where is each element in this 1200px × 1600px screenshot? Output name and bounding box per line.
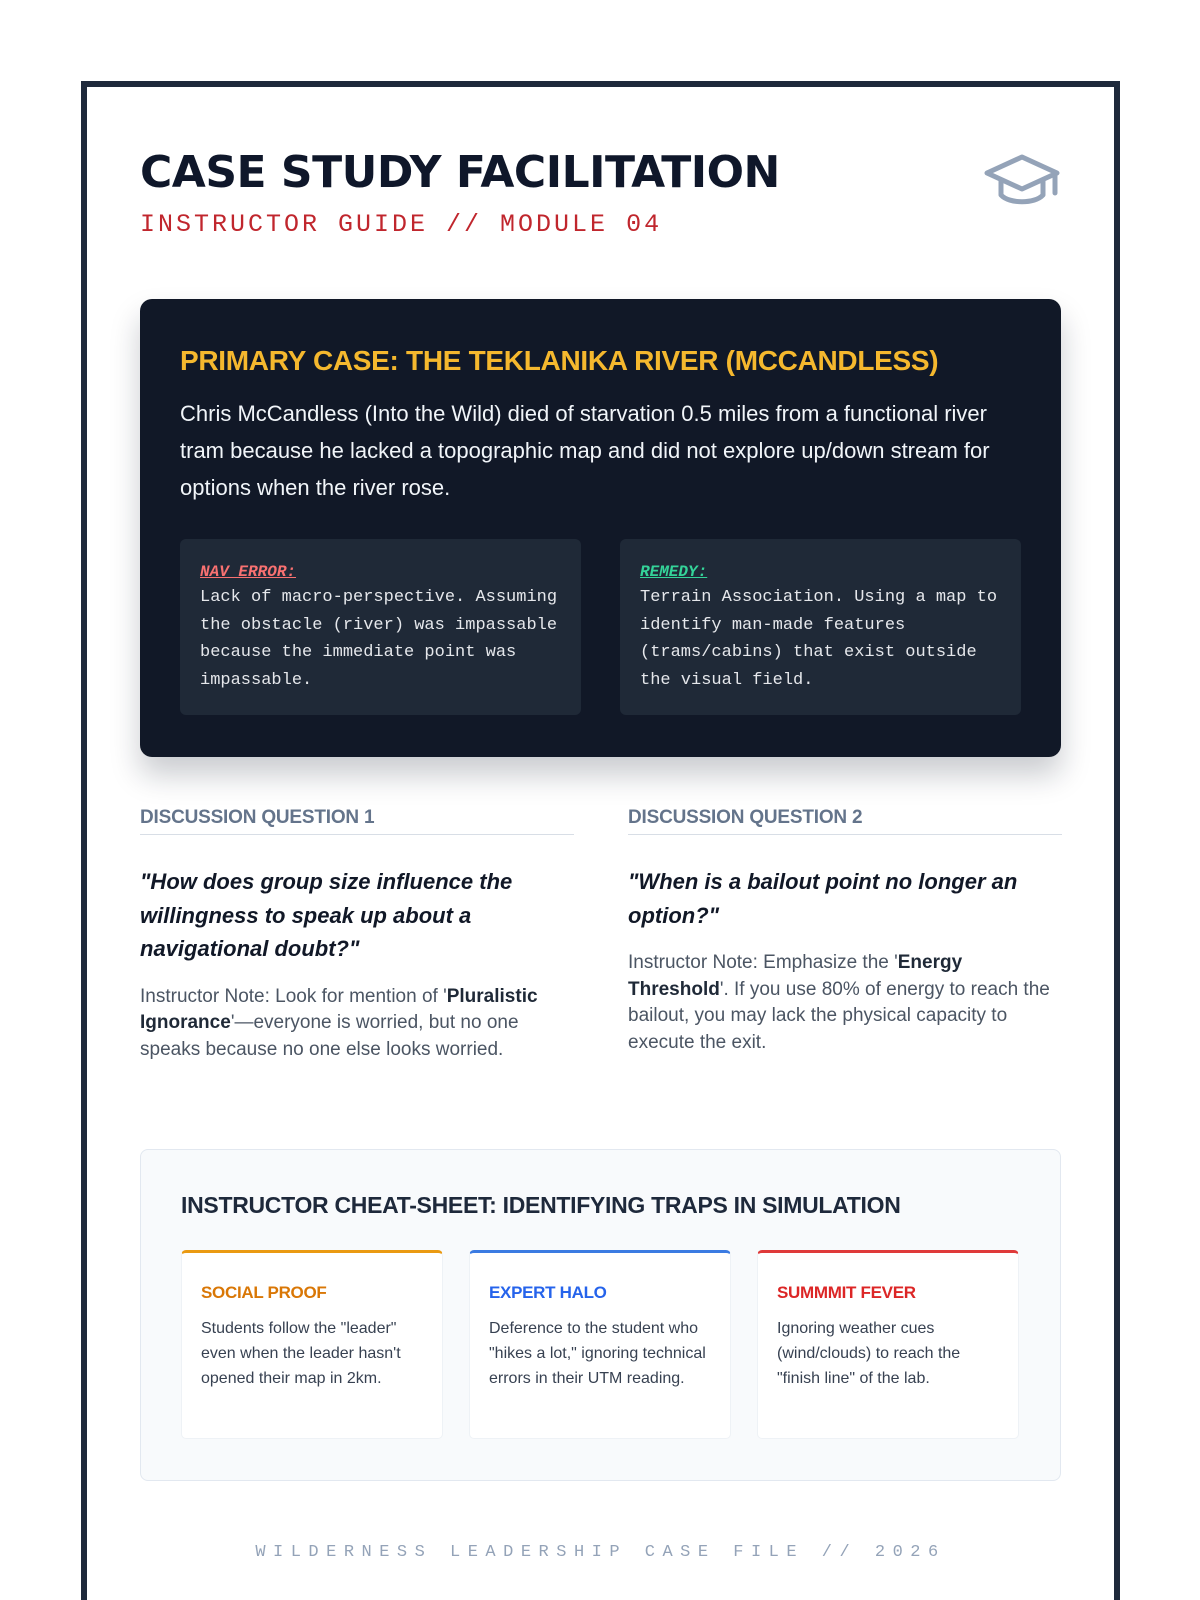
question-label: DISCUSSION QUESTION 2 xyxy=(628,807,1062,835)
note-prefix: Instructor Note: Look for mention of ' xyxy=(140,985,447,1007)
trap-card-text: Deference to the student who "hikes a lot," ignoring technical errors in their UTM reading. xyxy=(489,1320,706,1387)
remedy-label: REMEDY: xyxy=(640,563,708,581)
note-key-term: Pluralistic Ignorance xyxy=(140,985,538,1033)
page-content xyxy=(140,147,1061,1562)
discussion-question-2 xyxy=(628,807,1062,1056)
trap-card-summit-fever xyxy=(757,1250,1019,1439)
note-suffix: '—everyone is worried, but no one speaks because no one else looks worried. xyxy=(140,1012,519,1060)
page-subtitle: INSTRUCTOR GUIDE // MODULE 04 xyxy=(140,210,663,239)
question-text: "When is a bailout point no longer an option?" xyxy=(628,869,1018,928)
page-frame xyxy=(81,81,1120,1600)
page-title: CASE STUDY FACILITATION xyxy=(140,147,780,198)
trap-card-expert-halo xyxy=(469,1250,731,1439)
graduation-cap-icon xyxy=(983,147,1061,213)
discussion-question-1 xyxy=(140,807,574,1063)
question-label: DISCUSSION QUESTION 1 xyxy=(140,807,574,835)
remedy-box xyxy=(620,539,1021,715)
trap-card-title: SUMMMIT FEVER xyxy=(777,1283,916,1302)
header xyxy=(140,147,1061,297)
footer-text: WILDERNESS LEADERSHIP CASE FILE // 2026 xyxy=(255,1543,946,1562)
primary-case-title: PRIMARY CASE: THE TEKLANIKA RIVER (MCCANDLESS) xyxy=(180,345,939,376)
instructor-note xyxy=(140,984,574,1064)
trap-card-social-proof xyxy=(181,1250,443,1439)
trap-card-title: SOCIAL PROOF xyxy=(201,1283,327,1302)
analysis-boxes xyxy=(180,539,1021,715)
cheat-sheet xyxy=(140,1149,1061,1481)
primary-case-text: Chris McCandless (Into the Wild) died of starvation 0.5 miles from a functional river tram because he lacked a topographic map and did not explore up/down stream for options when the river rose. xyxy=(180,401,990,500)
cheat-sheet-title: INSTRUCTOR CHEAT-SHEET: IDENTIFYING TRAPS IN SIMULATION xyxy=(181,1192,901,1218)
note-key-term: Energy Threshold xyxy=(628,952,963,1000)
instructor-note xyxy=(628,950,1062,1056)
trap-card-title: EXPERT HALO xyxy=(489,1283,607,1302)
nav-error-label: NAV ERROR: xyxy=(200,563,297,581)
trap-card-text: Ignoring weather cues (wind/clouds) to reach the "finish line" of the lab. xyxy=(777,1320,961,1387)
nav-error-box xyxy=(180,539,581,715)
remedy-text: Terrain Association. Using a map to identify man-made features (trams/cabins) that exist outside the visual field. xyxy=(640,588,998,690)
nav-error-text: Lack of macro-perspective. Assuming the obstacle (river) was impassable because the immediate point was impassable. xyxy=(200,588,558,690)
note-suffix: '. If you use 80% of energy to reach the bailout, you may lack the physical capacity to execute the exit. xyxy=(628,978,1050,1053)
primary-case-card xyxy=(140,299,1061,757)
trap-cards xyxy=(181,1250,1022,1439)
trap-card-text: Students follow the "leader" even when the leader hasn't opened their map in 2km. xyxy=(201,1320,401,1387)
question-text: "How does group size influence the willingness to speak up about a navigational doubt?" xyxy=(140,869,513,961)
note-prefix: Instructor Note: Emphasize the ' xyxy=(628,952,898,973)
